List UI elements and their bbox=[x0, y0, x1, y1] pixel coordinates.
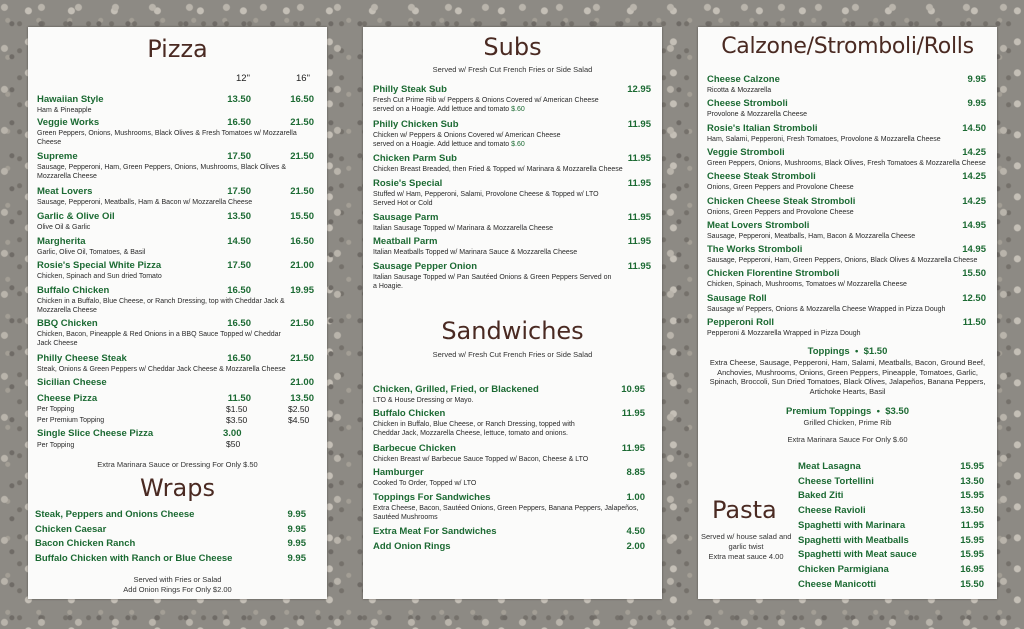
calzone-item-name: Cheese Steak Stromboli bbox=[707, 171, 816, 183]
sub-item-desc: Italian Sausage Topped w/ Marinara & Mozzarella Cheese bbox=[373, 225, 554, 232]
calzone-item-name: Meat Lovers Stromboli bbox=[707, 219, 810, 231]
pasta-item-name: Spaghetti with Meatballs bbox=[798, 534, 909, 546]
pizza-item-name: Supreme bbox=[37, 151, 78, 162]
pasta-item-price: 11.95 bbox=[960, 519, 984, 531]
pasta-served-1: Served w/ house salad and bbox=[701, 532, 792, 541]
pizza-wraps-panel bbox=[28, 27, 327, 599]
sandwich-item-desc-2: Cheddar Jack, Mozzarella Cheese, lettuce, tomato and onions. bbox=[373, 430, 568, 437]
sub-item-price: 12.95 bbox=[627, 84, 651, 95]
pizza-size-large: 16" bbox=[296, 73, 310, 84]
sandwich-item-price: 4.50 bbox=[626, 526, 645, 537]
sub-item-price: 11.95 bbox=[627, 178, 651, 189]
sub-item-price: 11.95 bbox=[627, 236, 651, 247]
wrap-item-name: Buffalo Chicken with Ranch or Blue Cheese bbox=[35, 552, 233, 564]
per-topping-16: $2.50 bbox=[288, 404, 310, 414]
single-per-topping-label: Per Topping bbox=[37, 442, 75, 449]
toppings-heading: Toppings • $1.50 bbox=[807, 346, 888, 357]
single-slice-price: 3.00 bbox=[223, 428, 242, 439]
sub-item-name: Philly Steak Sub bbox=[373, 84, 447, 95]
pizza-item-price-12: 17.50 bbox=[227, 260, 251, 271]
calzone-item-desc: Onions, Green Peppers and Provolone Cheese bbox=[707, 184, 854, 192]
premium-price: $3.50 bbox=[885, 406, 909, 417]
pasta-served-2: garlic twist bbox=[728, 542, 764, 551]
sandwich-item-desc: Cooked To Order, Topped w/ LTO bbox=[373, 480, 477, 487]
pizza-item-desc: Ham & Pineapple bbox=[37, 107, 92, 114]
premium-label: Premium Toppings bbox=[785, 406, 872, 417]
pizza-item-price-12: 16.50 bbox=[227, 285, 251, 296]
wrap-item-name: Chicken Caesar bbox=[35, 523, 107, 535]
calzone-item-name: Rosie's Italian Stromboli bbox=[707, 122, 818, 134]
calzone-item-desc: Sausage, Pepperoni, Ham, Green Peppers, Onions, Black Olives & Mozzarella Cheese bbox=[707, 257, 978, 265]
pasta-item-name: Meat Lasagna bbox=[798, 461, 861, 472]
per-premium-12: $3.50 bbox=[226, 415, 248, 425]
calzone-item-desc: Chicken, Spinach, Mushrooms, Tomatoes w/ Mozzarella Cheese bbox=[707, 281, 907, 289]
calzone-marinara: Extra Marinara Sauce For Only $.60 bbox=[787, 435, 908, 444]
per-premium-16: $4.50 bbox=[288, 415, 310, 425]
pizza-item-price-12: 14.50 bbox=[227, 236, 251, 247]
sub-item-desc-text: served on a Hoagie. Add lettuce and tomato bbox=[373, 141, 512, 148]
sub-item-extra-price: $.60 bbox=[511, 141, 525, 148]
pizza-item-price-16: 21.50 bbox=[290, 186, 314, 197]
calzone-title: Calzone/Stromboli/Rolls bbox=[721, 34, 974, 59]
pasta-item-price: 15.95 bbox=[960, 461, 984, 472]
pizza-item-name: Sicilian Cheese bbox=[37, 377, 107, 388]
sub-item-name: Philly Chicken Sub bbox=[373, 119, 459, 130]
sandwich-item-desc: LTO & House Dressing or Mayo. bbox=[373, 397, 474, 404]
toppings-price: $1.50 bbox=[863, 346, 888, 357]
pasta-served-3: Extra meat sauce 4.00 bbox=[708, 552, 784, 561]
calzone-item-name: Chicken Cheese Steak Stromboli bbox=[707, 195, 856, 207]
toppings-label: Toppings bbox=[807, 346, 850, 357]
pizza-item-price-12: 16.50 bbox=[227, 318, 251, 329]
calzone-item-price: 9.95 bbox=[967, 74, 986, 85]
sub-item-price: 11.95 bbox=[627, 212, 651, 223]
pizza-item-price-16: 21.00 bbox=[290, 260, 314, 271]
sub-item-desc: Chicken Breast Breaded, then Fried & Topped w/ Marinara & Mozzarella Cheese bbox=[373, 166, 623, 173]
cheese-pizza-price-16: 13.50 bbox=[290, 393, 314, 404]
wrap-item-name: Bacon Chicken Ranch bbox=[35, 538, 136, 549]
pizza-item-name: BBQ Chicken bbox=[37, 318, 98, 329]
pizza-item-desc: Green Peppers, Onions, Mushrooms, Black Olives & Fresh Tomatoes w/ Mozzarella Cheese bbox=[37, 130, 297, 146]
pasta-item-price: 13.50 bbox=[960, 475, 984, 487]
per-topping-label: Per Topping bbox=[37, 406, 75, 413]
calzone-item-desc: Ham, Salami, Pepperoni, Fresh Tomatoes, Provolone & Mozzarella Cheese bbox=[707, 135, 941, 143]
sub-item-name: Rosie's Special bbox=[373, 178, 443, 189]
pizza-item-desc: Olive Oil & Garlic bbox=[37, 224, 91, 231]
pasta-item-name: Cheese Tortellini bbox=[798, 475, 874, 487]
calzone-item-price: 9.95 bbox=[967, 98, 986, 110]
sub-item-desc: Chicken w/ Peppers & Onions Covered w/ American Cheese bbox=[373, 132, 561, 139]
calzone-item-name: Cheese Calzone bbox=[707, 74, 780, 85]
pasta-item-name: Cheese Manicotti bbox=[798, 578, 877, 590]
pizza-item-price-16: 15.50 bbox=[290, 211, 314, 222]
calzone-item-desc: Sausage w/ Peppers, Onions & Mozzarella Cheese Wrapped in Pizza Dough bbox=[707, 305, 946, 313]
single-per-topping-price: $50 bbox=[226, 439, 241, 449]
calzone-item-desc: Ricotta & Mozzarella bbox=[707, 87, 772, 94]
pizza-item-desc: Steak, Onions & Green Peppers w/ Cheddar Jack Cheese & Mozzarella Cheese bbox=[37, 366, 286, 373]
pasta-item-name: Baked Ziti bbox=[798, 490, 844, 502]
pizza-note: Extra Marinara Sauce or Dressing For Only $.50 bbox=[97, 460, 258, 469]
calzone-pasta-panel bbox=[698, 27, 997, 599]
sub-item-name: Meatball Parm bbox=[373, 236, 438, 247]
sandwich-item-desc: Chicken Breast w/ Barbecue Sauce Topped w/ Bacon, Cheese & LTO bbox=[373, 456, 589, 463]
sub-item-price: 11.95 bbox=[627, 153, 651, 164]
calzone-item-price: 14.95 bbox=[962, 219, 986, 231]
pizza-item-price-12: 17.50 bbox=[227, 186, 251, 197]
sub-item-desc: Italian Meatballs Topped w/ Marinara Sauce & Mozzarella Cheese bbox=[373, 249, 578, 256]
pizza-item-price-12: 16.50 bbox=[227, 117, 251, 128]
sandwich-item-name: Buffalo Chicken bbox=[373, 408, 446, 419]
pizza-item-name: Garlic & Olive Oil bbox=[37, 211, 115, 222]
pasta-item-price: 16.95 bbox=[960, 563, 984, 575]
sub-item-desc-text: Served Hot or Cold bbox=[373, 200, 433, 207]
premium-heading: Premium Toppings • $3.50 bbox=[785, 406, 909, 417]
sandwich-item-price: 2.00 bbox=[626, 541, 645, 552]
sandwiches-served: Served w/ Fresh Cut French Fries or Side Salad bbox=[432, 350, 593, 359]
calzone-item-price: 11.50 bbox=[962, 317, 986, 328]
wrap-item-name: Steak, Peppers and Onions Cheese bbox=[35, 509, 195, 520]
sub-item-desc-2 bbox=[373, 140, 525, 149]
pizza-item-price-12: 17.50 bbox=[227, 151, 251, 162]
sub-item-desc: Fresh Cut Prime Rib w/ Peppers & Onions Covered w/ American Cheese bbox=[373, 97, 599, 104]
wrap-item-price: 9.95 bbox=[287, 552, 306, 564]
calzone-item-price: 14.95 bbox=[962, 244, 986, 256]
pizza-item-price-16: 16.50 bbox=[290, 94, 314, 105]
per-topping-12: $1.50 bbox=[226, 404, 248, 414]
sub-item-desc-text: a Hoagie. bbox=[373, 283, 403, 290]
sandwich-item-name: Add Onion Rings bbox=[373, 541, 451, 552]
sandwich-item-desc-2: Sautéed Mushrooms bbox=[373, 514, 438, 521]
pizza-item-name: Veggie Works bbox=[37, 117, 100, 128]
sandwich-item-desc: Extra Cheese, Bacon, Sautéed Onions, Green Peppers, Banana Peppers, Jalapeños, bbox=[373, 505, 639, 512]
pasta-item-name: Spaghetti with Meat sauce bbox=[798, 549, 917, 561]
premium-desc: Grilled Chicken, Prime Rib bbox=[803, 418, 892, 427]
sandwich-item-price: 1.00 bbox=[626, 492, 645, 503]
sub-item-price: 11.95 bbox=[627, 119, 651, 130]
pizza-item-name: Philly Cheese Steak bbox=[37, 353, 127, 364]
sub-item-extra-price: $.60 bbox=[511, 106, 525, 113]
pizza-item-price-12: 13.50 bbox=[227, 94, 251, 105]
sandwich-item-price: 8.85 bbox=[626, 467, 645, 478]
pizza-item-price-12: 16.50 bbox=[227, 353, 251, 364]
pasta-item-name: Cheese Ravioli bbox=[798, 505, 866, 517]
sandwich-item-name: Barbecue Chicken bbox=[373, 443, 456, 454]
pizza-item-price-16: 21.50 bbox=[290, 117, 314, 128]
sandwich-item-price: 11.95 bbox=[621, 408, 645, 419]
pizza-item-name: Margherita bbox=[37, 236, 86, 247]
pizza-item-price-12: 13.50 bbox=[227, 211, 251, 222]
calzone-item-desc: Provolone & Mozzarella Cheese bbox=[707, 111, 807, 119]
pizza-item-name: Buffalo Chicken bbox=[37, 285, 110, 296]
calzone-item-desc: Pepperoni & Mozzarella Wrapped in Pizza Dough bbox=[707, 330, 861, 337]
cheese-pizza-price-12: 11.50 bbox=[227, 393, 251, 404]
pizza-item-desc: Chicken, Spinach and Sun dried Tomato bbox=[37, 273, 162, 280]
pasta-item-price: 13.50 bbox=[960, 505, 984, 517]
wraps-note-2: Add Onion Rings For Only $2.00 bbox=[123, 585, 232, 594]
calzone-item-name: Veggie Stromboli bbox=[707, 146, 785, 158]
sandwich-item-name: Hamburger bbox=[373, 467, 424, 478]
sub-item-price: 11.95 bbox=[627, 261, 651, 272]
wraps-note-1: Served with Fries or Salad bbox=[133, 575, 222, 584]
pizza-item-name: Hawaiian Style bbox=[37, 94, 104, 105]
pizza-item-desc: Sausage, Pepperoni, Meatballs, Ham & Bacon w/ Mozzarella Cheese bbox=[37, 199, 253, 206]
pasta-item-price: 15.95 bbox=[960, 549, 984, 561]
calzone-item-price: 14.25 bbox=[962, 146, 986, 158]
pasta-item-price: 15.95 bbox=[960, 534, 984, 546]
pizza-item-desc: Sausage, Pepperoni, Ham, Green Peppers, Onions, Mushrooms, Black Olives & Mozzarella Cheese bbox=[37, 164, 287, 180]
pizza-item-name: Meat Lovers bbox=[37, 186, 93, 197]
sandwich-item-price: 11.95 bbox=[621, 443, 645, 454]
pasta-item-price: 15.50 bbox=[960, 578, 984, 590]
pasta-item-name: Spaghetti with Marinara bbox=[798, 519, 906, 531]
sub-item-desc: Stuffed w/ Ham, Pepperoni, Salami, Provolone Cheese & Topped w/ LTO bbox=[373, 191, 599, 198]
pizza-item-desc: Chicken, Bacon, Pineapple & Red Onions in a BBQ Sauce Topped w/ Cheddar Jack Cheese bbox=[37, 331, 281, 347]
sub-item-desc-2 bbox=[373, 105, 525, 114]
sandwiches-title: Sandwiches bbox=[441, 317, 584, 345]
calzone-item-price: 14.25 bbox=[962, 195, 986, 207]
sandwich-item-name: Toppings For Sandwiches bbox=[373, 492, 491, 503]
pizza-size-small: 12" bbox=[236, 73, 250, 84]
sub-item-desc-text: served on a Hoagie. Add lettuce and tomato bbox=[373, 106, 512, 113]
pizza-item-name: Rosie's Special White Pizza bbox=[37, 260, 162, 271]
calzone-item-name: Chicken Florentine Stromboli bbox=[707, 268, 840, 280]
calzone-item-name: Pepperoni Roll bbox=[707, 317, 775, 328]
calzone-item-name: Sausage Roll bbox=[707, 292, 767, 304]
calzone-item-price: 12.50 bbox=[962, 292, 986, 304]
calzone-item-price: 15.50 bbox=[962, 268, 986, 280]
pizza-item-desc: Chicken in a Buffalo, Blue Cheese, or Ranch Dressing, top with Cheddar Jack & Mozzarella Cheese bbox=[37, 298, 285, 314]
sub-item-desc-2 bbox=[373, 199, 433, 208]
subs-title: Subs bbox=[483, 33, 542, 61]
sandwich-item-desc: Chicken in Buffalo, Blue Cheese, or Ranch Dressing, topped with bbox=[373, 421, 575, 428]
sub-item-desc: Italian Sausage Topped w/ Pan Sautéed Onions & Green Peppers Served on bbox=[373, 274, 612, 281]
single-slice-name: Single Slice Cheese Pizza bbox=[37, 428, 154, 439]
calzone-item-price: 14.25 bbox=[962, 171, 986, 183]
calzone-item-price: 14.50 bbox=[962, 122, 986, 134]
pizza-item-price-16: 21.50 bbox=[290, 151, 314, 162]
pasta-item-name: Chicken Parmigiana bbox=[798, 563, 889, 575]
pasta-item-price: 15.95 bbox=[960, 490, 984, 502]
wraps-title: Wraps bbox=[140, 474, 215, 502]
pizza-item-price-16: 21.50 bbox=[290, 353, 314, 364]
sub-item-name: Sausage Parm bbox=[373, 212, 439, 223]
calzone-item-name: The Works Stromboli bbox=[707, 244, 803, 256]
calzone-item-name: Cheese Stromboli bbox=[707, 98, 788, 110]
subs-sandwiches-panel bbox=[363, 27, 662, 599]
calzone-item-desc: Onions, Green Peppers and Provolone Cheese bbox=[707, 208, 854, 216]
sub-item-name: Chicken Parm Sub bbox=[373, 153, 457, 164]
pizza-item-desc: Garlic, Olive Oil, Tomatoes, & Basil bbox=[37, 249, 146, 256]
pizza-item-price-16: 21.00 bbox=[290, 377, 314, 388]
pasta-title: Pasta bbox=[712, 496, 777, 524]
cheese-pizza-name: Cheese Pizza bbox=[37, 393, 98, 404]
sub-item-name: Sausage Pepper Onion bbox=[373, 261, 477, 272]
calzone-item-desc: Sausage, Pepperoni, Meatballs, Ham, Bacon & Mozzarella Cheese bbox=[707, 232, 916, 240]
pizza-title: Pizza bbox=[147, 35, 208, 63]
pizza-item-price-16: 19.95 bbox=[290, 285, 314, 296]
toppings-desc: Extra Cheese, Sausage, Pepperoni, Ham, Salami, Meatballs, Bacon, Ground Beef, Anchovies, Mushrooms, Onions, Green Peppers, Pineapple, Tomatoes, Garlic, Spinach, Broccoli, Sun Dried Tomatoes, Black Olives, Jalapeños, Banana Peppers, Artichoke Hearts, Basil bbox=[709, 358, 986, 396]
sub-item-desc-2 bbox=[373, 282, 403, 291]
wrap-item-price: 9.95 bbox=[287, 538, 306, 549]
wrap-item-price: 9.95 bbox=[287, 523, 306, 535]
pizza-item-price-16: 21.50 bbox=[290, 318, 314, 329]
calzone-item-desc: Green Peppers, Onions, Mushrooms, Black Olives, Fresh Tomatoes & Mozzarella Cheese bbox=[707, 159, 986, 167]
pizza-item-price-16: 16.50 bbox=[290, 236, 314, 247]
sandwich-item-name: Chicken, Grilled, Fried, or Blackened bbox=[373, 384, 539, 395]
sandwich-item-price: 10.95 bbox=[621, 384, 645, 395]
subs-served: Served w/ Fresh Cut French Fries or Side Salad bbox=[432, 65, 593, 74]
per-premium-label: Per Premium Topping bbox=[37, 417, 105, 424]
sandwich-item-name: Extra Meat For Sandwiches bbox=[373, 526, 497, 537]
wrap-item-price: 9.95 bbox=[287, 509, 306, 520]
